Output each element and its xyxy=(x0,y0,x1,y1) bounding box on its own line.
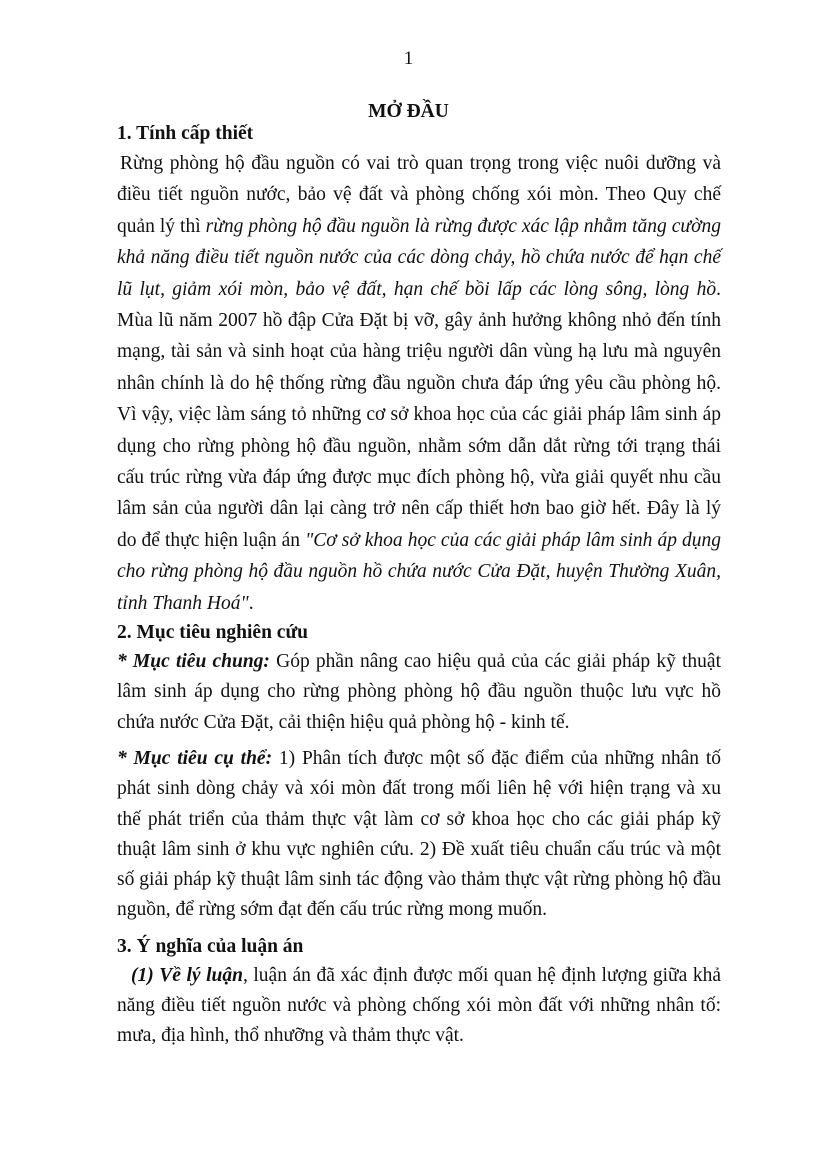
thesis-title: "Cơ sở khoa học của các giải pháp lâm sinh áp dụng cho rừng phòng hộ đầu nguồn hồ chứa nước Cửa Đặt, huyện Thường Xuân, tỉnh Thanh Hoá" xyxy=(117,529,721,614)
general-objective-text: Góp phần nâng cao hiệu quả của các giải pháp kỹ thuật lâm sinh áp dụng cho rừng phòng phòng hộ đầu nguồn thuộc lưu vực hồ chứa nước Cửa Đặt, cải thiện hiệu quả phòng hộ - kinh tế. xyxy=(117,651,722,733)
document-body xyxy=(117,120,721,1052)
urgency-paragraph xyxy=(117,148,721,619)
forest-definition: rừng phòng hộ đầu nguồn là rừng được xác lập nhằm tăng cường khả năng điều tiết nguồn nước của các dòng chảy, hồ chứa nước để hạn chế lũ lụt, giảm xói mòn, bảo vệ đất, hạn chế bồi lấp các lòng sông, lòng hồ xyxy=(117,215,721,300)
specific-objective-label: * Mục tiêu cụ thể: xyxy=(117,747,273,769)
urgency-text-end: . xyxy=(248,592,254,614)
general-objective-label: * Mục tiêu chung: xyxy=(117,651,270,673)
theory-label: (1) Về lý luận xyxy=(131,964,243,986)
page-title: MỞ ĐẦU xyxy=(368,101,449,122)
specific-objective xyxy=(117,744,721,926)
theory-text: , luận án đã xác định được mối quan hệ định lượng giữa khả năng điều tiết nguồn nước và phòng chống xói mòn đất với những nhân tố: mưa, địa hình, thổ nhưỡng và thảm thực vật. xyxy=(117,964,721,1047)
section-heading-urgency: 1. Tính cấp thiết xyxy=(117,123,254,144)
general-objective xyxy=(117,647,721,738)
section-heading-objectives: 2. Mục tiêu nghiên cứu xyxy=(117,622,309,644)
section-heading-significance: 3. Ý nghĩa của luận án xyxy=(117,935,304,957)
theory-significance xyxy=(117,961,721,1052)
urgency-text-middle: . Mùa lũ năm 2007 hồ đập Cửa Đặt bị vỡ, gây ảnh hưởng không nhỏ đến tính mạng, tài sản và sinh hoạt của hàng triệu người dân vùng hạ lưu mà nguyên nhân chính là do hệ thống rừng đầu nguồn chưa đáp ứng yêu cầu phòng hộ. Vì vậy, việc làm sáng tỏ những cơ sở khoa học của các giải pháp lâm sinh áp dụng cho rừng phòng hộ đầu nguồn, nhằm sớm dẫn dắt rừng tới trạng thái cấu trúc rừng vừa đáp ứng được mục đích phòng hộ, vừa giải quyết nhu cầu lâm sản của người dân lại càng trở nên cấp thiết hơn bao giờ hết. Đây là lý do để thực hiện luận án xyxy=(117,278,721,551)
urgency-text-start: Rừng phòng hộ đầu nguồn có vai trò quan trọng trong việc nuôi dưỡng và điều tiết nguồn nước, bảo vệ đất và phòng chống xói mòn. Theo Quy chế quản lý thì xyxy=(117,153,721,237)
specific-objective-text: 1) Phân tích được một số đặc điểm của những nhân tố phát sinh dòng chảy và xói mòn đất trong mối liên hệ với hiện trạng và xu thế phát triển của thảm thực vật làm cơ sở khoa học cho các giải pháp kỹ thuật lâm sinh ở khu vực nghiên cứu. 2) Đề xuất tiêu chuẩn cấu trúc và một số giải pháp kỹ thuật lâm sinh tác động vào thảm thực vật rừng phòng hộ đầu nguồn, để rừng sớm đạt đến cấu trúc rừng mong muốn. xyxy=(117,747,721,921)
page-number: 1 xyxy=(403,48,414,69)
